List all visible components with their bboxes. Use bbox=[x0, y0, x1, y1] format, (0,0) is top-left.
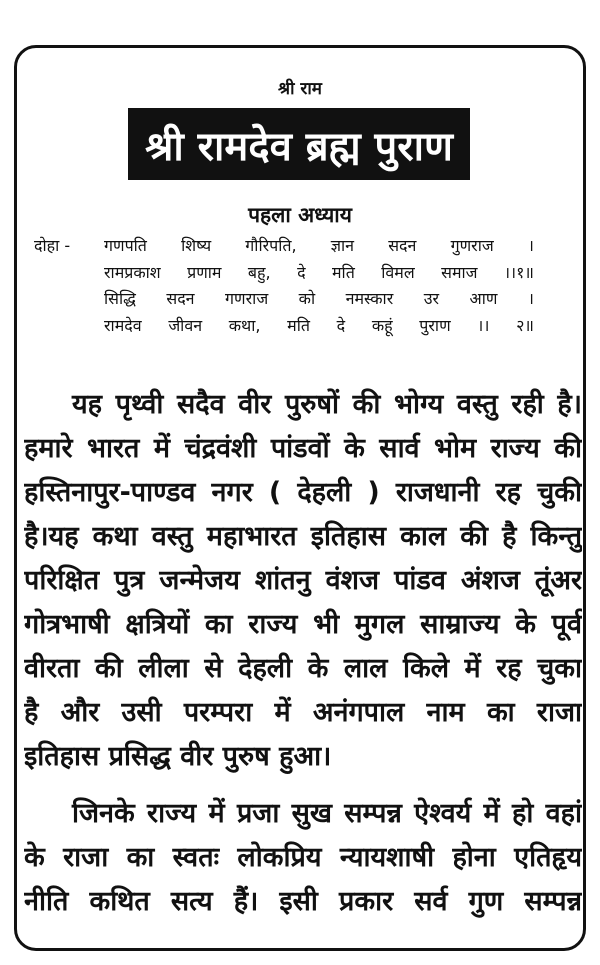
text-line: है।यह कथा वस्तु महाभारत इतिहास काल की है किन्तु bbox=[24, 521, 582, 552]
invocation: श्री राम bbox=[278, 79, 322, 99]
doha-verse bbox=[34, 232, 534, 338]
paragraph-2 bbox=[24, 792, 582, 924]
text-line: है और उसी परम्परा में अनंगपाल नाम का राजा bbox=[24, 697, 582, 728]
text-line: वीरता की लीला से देहली के लाल किले में रह चुका bbox=[24, 653, 582, 684]
text-line: के राजा का स्वतः लोकप्रिय न्यायशाषी होना एतिहृय bbox=[24, 842, 582, 873]
doha-text: रामप्रकाश प्रणाम बहु, दे मति विमल समाज ।।१॥ bbox=[104, 262, 534, 282]
doha-line bbox=[34, 232, 534, 259]
doha-label: दोहा - bbox=[34, 236, 71, 256]
paragraph-1 bbox=[24, 383, 582, 779]
doha-line bbox=[34, 259, 534, 286]
text-line: इतिहास प्रसिद्ध वीर पुरुष हुआ। bbox=[24, 741, 332, 772]
text-line: नीति कथित सत्य हैं। इसी प्रकार सर्व गुण सम्पन्न bbox=[24, 886, 582, 917]
text-line: गोत्रभाषी क्षत्रियों का राज्य भी मुगल साम्राज्य के पूर्व bbox=[24, 609, 582, 640]
chapter-heading: पहला अध्याय bbox=[248, 203, 352, 227]
text-line: यह पृथ्वी सदैव वीर पुरुषों की भोग्य वस्तु रही है। bbox=[72, 389, 582, 420]
doha-line bbox=[34, 285, 534, 312]
doha-text: रामदेव जीवन कथा, मति दे कहूं पुराण ।। २॥ bbox=[104, 315, 534, 335]
text-line: हस्तिनापुर-पाण्डव नगर ( देहली ) राजधानी रह चुकी bbox=[24, 477, 582, 508]
doha-line bbox=[34, 312, 534, 339]
text-line: हमारे भारत में चंद्रवंशी पांडवों के सार्व भोम राज्य की bbox=[24, 433, 582, 464]
doha-text: गणपति शिष्य गौरिपति, ज्ञान सदन गुणराज । bbox=[104, 236, 534, 256]
text-line: परिक्षित पुत्र जन्मेजय शांतनु वंशज पांडव अंशज तूंअर bbox=[24, 565, 582, 596]
doha-text: सिद्धि सदन गणराज को नमस्कार उर आण । bbox=[104, 289, 534, 309]
book-title: श्री रामदेव ब्रह्म पुराण bbox=[128, 108, 470, 180]
text-line: जिनके राज्य में प्रजा सुख सम्पन्न ऐश्वर्य में हो वहां bbox=[72, 798, 582, 829]
